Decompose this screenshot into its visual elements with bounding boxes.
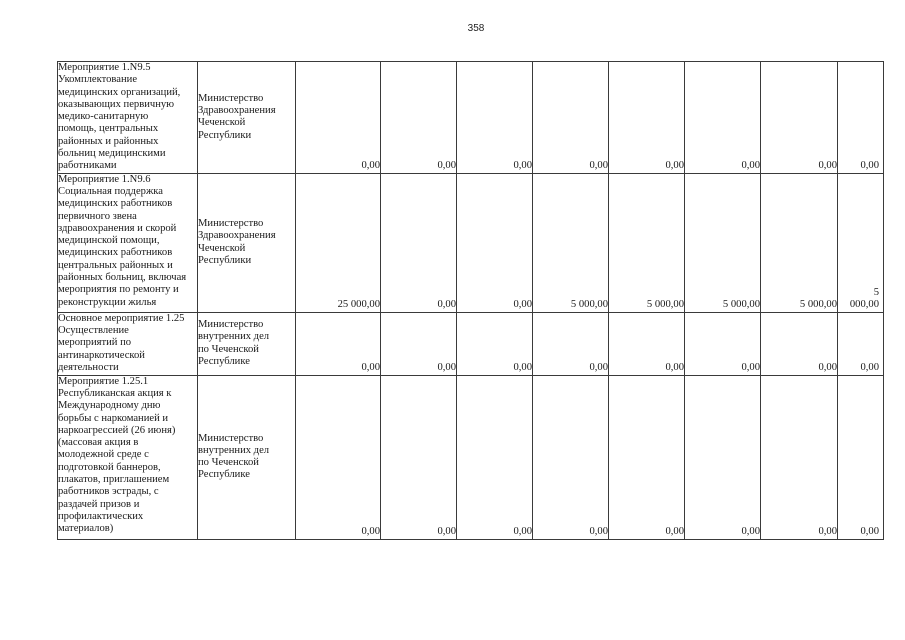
value-cell: 0,00 [296,312,381,375]
table-row [58,312,884,375]
value-cell: 5 000,00 [761,173,838,312]
value-cell: 0,00 [381,62,457,174]
program-activities-table [57,61,884,540]
activity-cell: Мероприятие 1.25.1 Республиканская акция к Международному дню борьбы с наркоманией и наркоагрессией (26 июня) (массовая акция в молодежной среде с подготовкой баннеров, плакатов, приглашением работников эстрады, с раздачей призов и профилактических материалов) [58,375,198,539]
value-cell: 0,00 [685,62,761,174]
executor-cell: Министерство Здравоохранения Чеченской Республики [198,62,296,174]
value-cell: 0,00 [381,375,457,539]
value-cell: 5 000,00 [533,173,609,312]
value-cell: 0,00 [533,375,609,539]
value-cell: 0,00 [381,173,457,312]
value-cell: 5 000,00 [838,173,884,312]
value-cell: 0,00 [685,375,761,539]
value-cell: 0,00 [457,312,533,375]
executor-cell: Министерство внутренних дел по Чеченской Республике [198,375,296,539]
value-cell: 0,00 [609,62,685,174]
value-cell: 0,00 [761,312,838,375]
activity-cell: Основное мероприятие 1.25 Осуществление мероприятий по антинаркотической деятельности [58,312,198,375]
value-cell: 0,00 [761,62,838,174]
table-row [58,173,884,312]
page-number: 358 [467,23,485,34]
activity-cell: Мероприятие 1.N9.6 Социальная поддержка медицинских работников первичного звена здравоохранения и скорой медицинской помощи, медицинских работников центральных районных и районных больниц, включая мероприятия по ремонту и реконструкции жилья [58,173,198,312]
table-row [58,62,884,174]
value-cell: 0,00 [381,312,457,375]
table-row [58,375,884,539]
executor-cell: Министерство Здравоохранения Чеченской Республики [198,173,296,312]
value-cell: 0,00 [296,375,381,539]
value-cell: 0,00 [609,375,685,539]
value-cell: 0,00 [838,375,884,539]
value-cell: 0,00 [457,173,533,312]
value-cell: 5 000,00 [609,173,685,312]
value-cell: 0,00 [838,62,884,174]
value-cell: 0,00 [761,375,838,539]
value-cell: 0,00 [533,312,609,375]
value-cell: 5 000,00 [685,173,761,312]
value-cell: 0,00 [838,312,884,375]
value-cell: 0,00 [296,62,381,174]
value-cell: 25 000,00 [296,173,381,312]
activity-cell: Мероприятие 1.N9.5 Укомплектование медицинских организаций, оказывающих первичную медико-санитарную помощь, центральных районных и районных больниц медицинскими работниками [58,62,198,174]
value-cell: 0,00 [685,312,761,375]
value-cell: 0,00 [609,312,685,375]
value-cell: 0,00 [457,375,533,539]
executor-cell: Министерство внутренних дел по Чеченской Республике [198,312,296,375]
value-cell: 0,00 [533,62,609,174]
value-cell: 0,00 [457,62,533,174]
